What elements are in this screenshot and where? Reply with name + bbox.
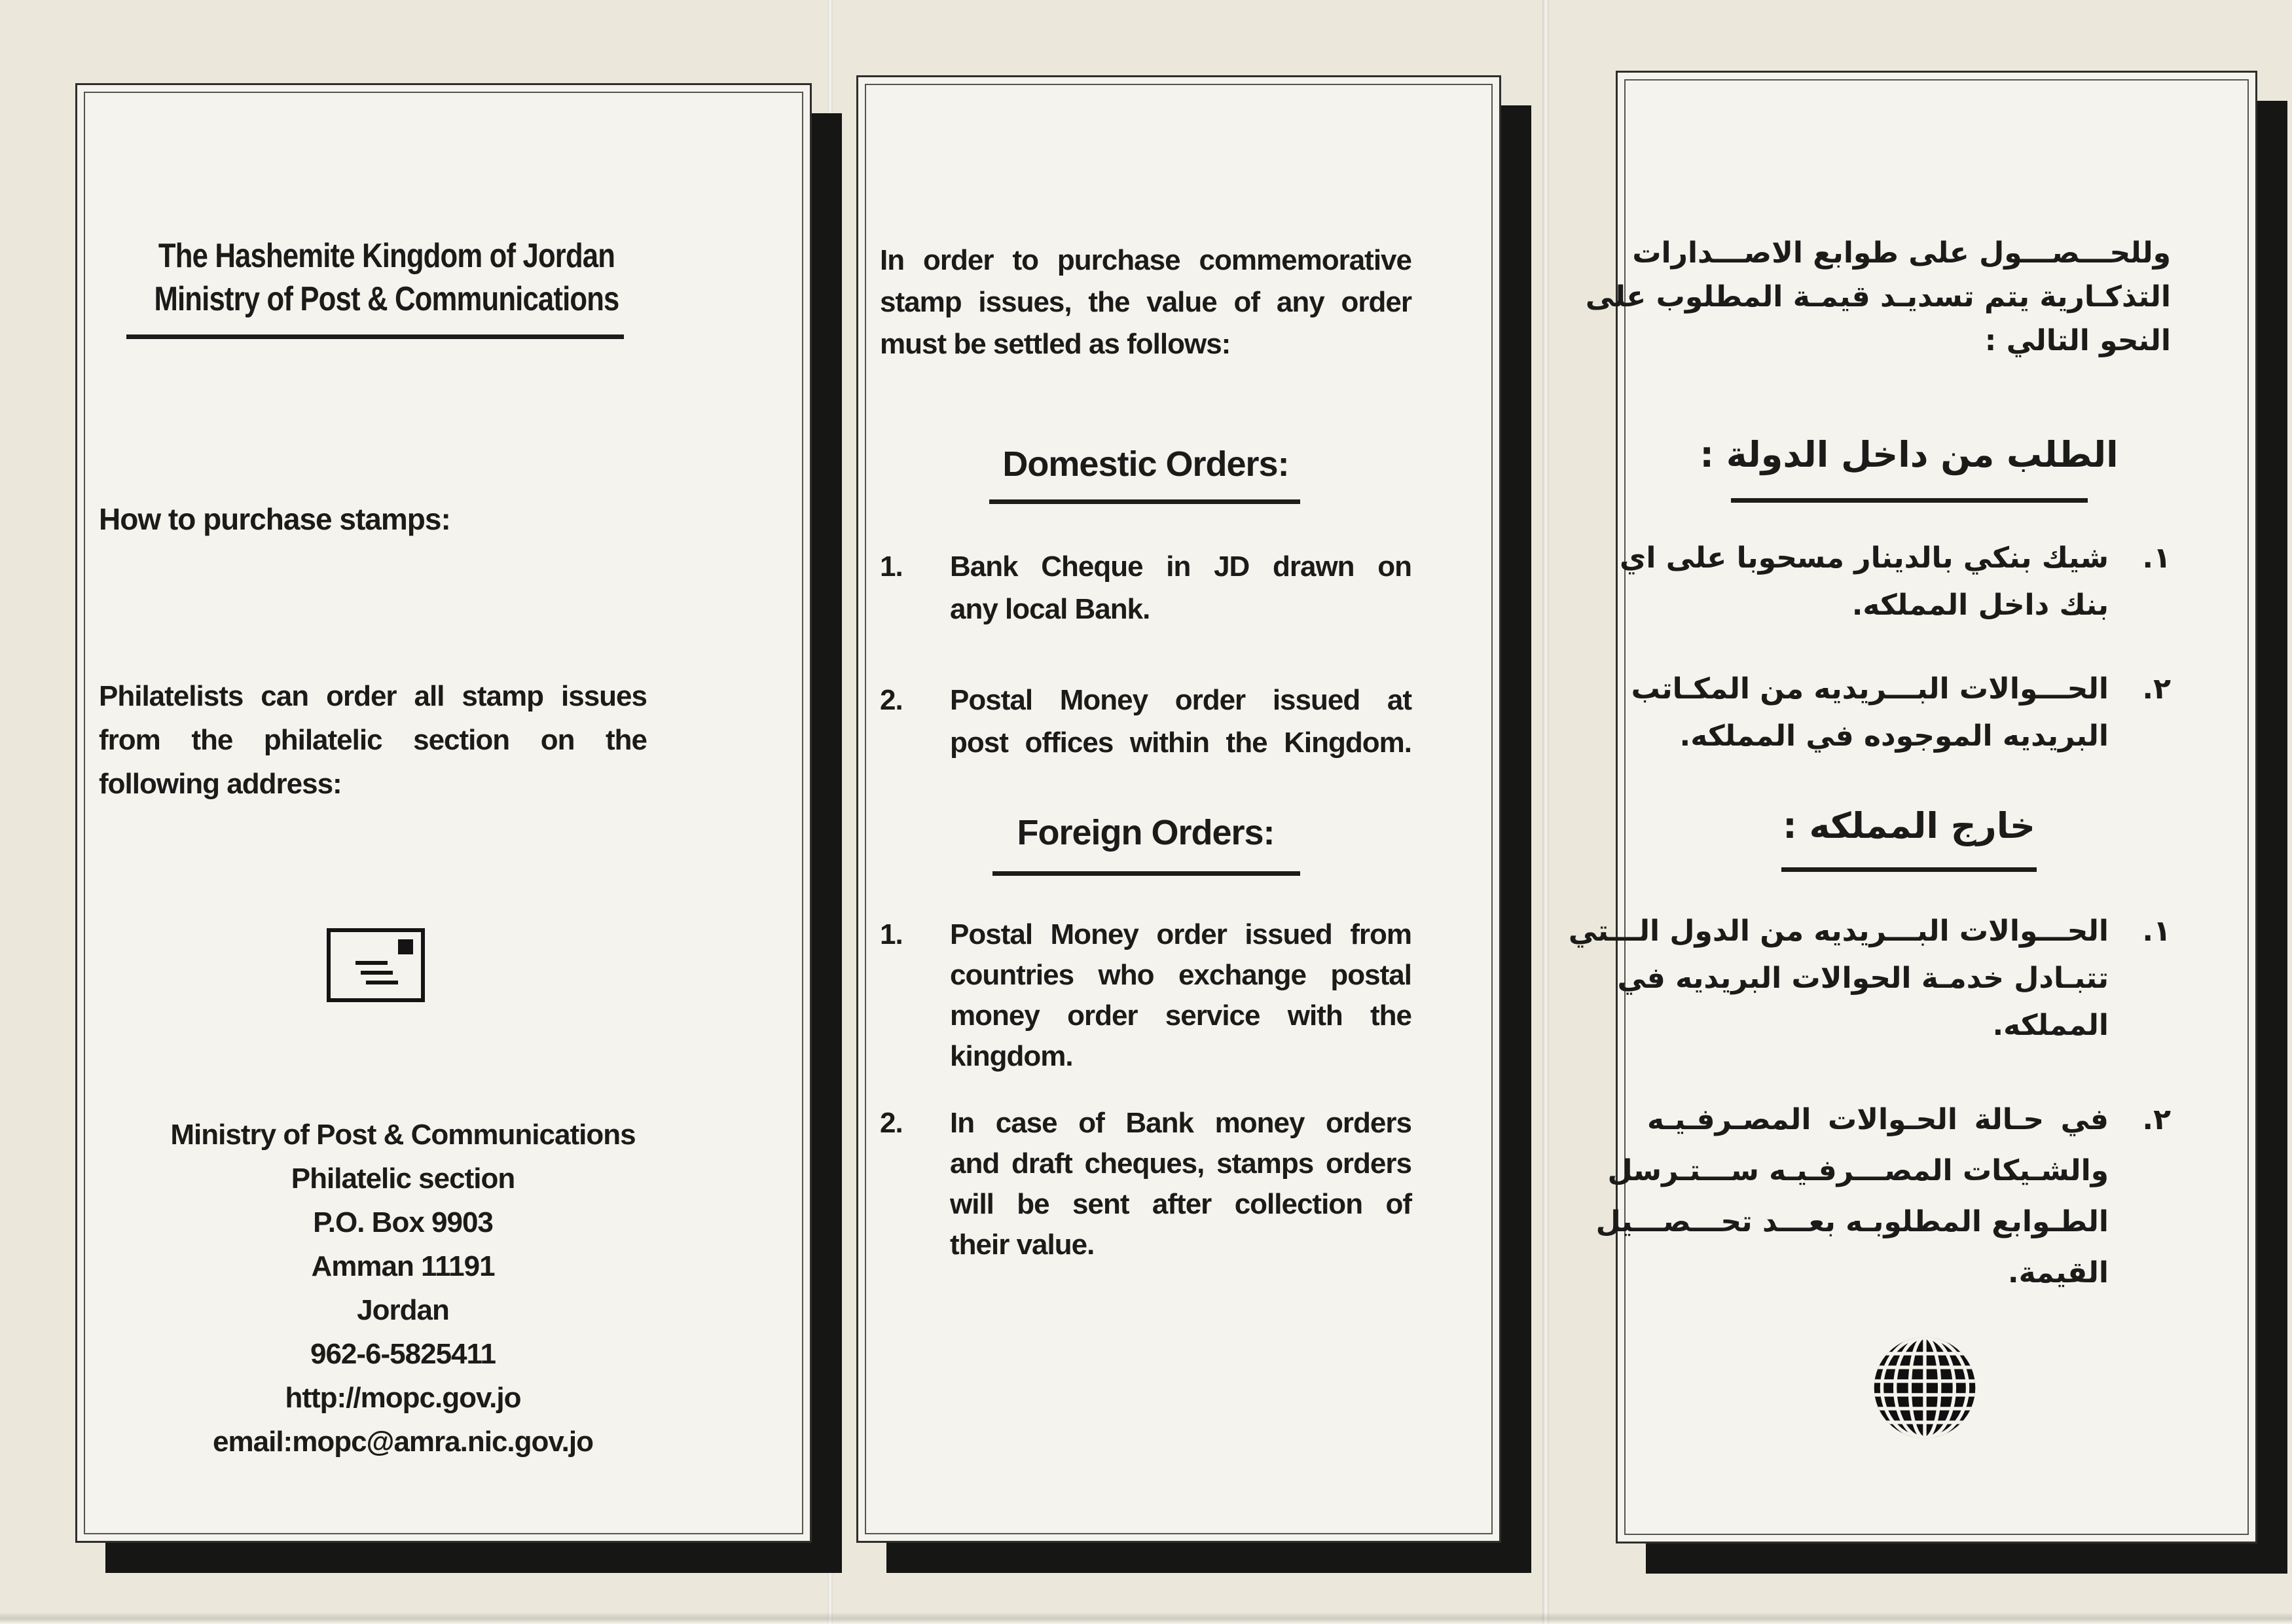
title-line-1: The Hashemite Kingdom of Jordan bbox=[158, 237, 615, 275]
item-number: 1. bbox=[880, 918, 903, 950]
item-line: and draft cheques, stamps orders bbox=[950, 1147, 1411, 1180]
item-line: في حـالة الحـوالات المصـرفـيـه bbox=[1647, 1103, 2109, 1136]
foreign-heading-rule bbox=[992, 871, 1300, 876]
item-text bbox=[950, 1103, 1411, 1265]
arabic-domestic-item-2 bbox=[1631, 666, 2171, 760]
kingdom-title bbox=[103, 234, 670, 321]
item-line: Bank Cheque in JD drawn on bbox=[950, 550, 1411, 583]
item-line: القيمة. bbox=[2007, 1256, 2109, 1290]
panel-orders-english bbox=[856, 75, 1501, 1543]
item-text bbox=[1595, 1094, 2109, 1299]
item-line: Postal Money order issued at bbox=[950, 684, 1411, 716]
item-line: In case of Bank money orders bbox=[950, 1107, 1411, 1139]
item-number: ١. bbox=[2142, 541, 2171, 575]
item-line: الحـــوالات البـــريديه من المكـاتب bbox=[1631, 672, 2109, 706]
address-line-phone: 962-6-5825411 bbox=[310, 1338, 496, 1370]
item-line: will be sent after collection of bbox=[950, 1188, 1411, 1220]
item-number: ٢. bbox=[2142, 672, 2171, 706]
item-text bbox=[950, 679, 1411, 764]
item-line: any local Bank. bbox=[950, 593, 1150, 625]
intro-line: النحو التالي : bbox=[1984, 324, 2171, 357]
item-line: الطـوابع المطلوبـه بعـــد تحـــصـــيل bbox=[1595, 1205, 2109, 1238]
foreign-orders-heading: Foreign Orders: bbox=[1017, 813, 1275, 852]
intro-line: وللحـــصـــول على طوابع الاصـــدارات bbox=[1632, 236, 2171, 270]
address-line: Amman 11191 bbox=[311, 1250, 495, 1282]
foreign-item-2 bbox=[880, 1103, 1411, 1265]
paragraph-line: following address: bbox=[99, 768, 342, 800]
fold-crease-right bbox=[1542, 0, 1549, 1624]
paragraph-line: Philatelists can order all stamp issues bbox=[99, 680, 647, 712]
orders-intro bbox=[880, 240, 1411, 365]
envelope-address-line bbox=[355, 961, 388, 965]
item-number: ٢. bbox=[2142, 1103, 2171, 1136]
envelope-stamp bbox=[398, 939, 413, 954]
item-text bbox=[1620, 535, 2109, 629]
intro-line: stamp issues, the value of any order bbox=[880, 286, 1411, 318]
item-line: their value. bbox=[950, 1229, 1095, 1261]
item-line: تتبـادل خدمـة الحوالات البريديه في bbox=[1617, 962, 2109, 995]
item-line: الحـــوالات البـــريديه من الدول الـــتي bbox=[1568, 914, 2109, 948]
how-to-heading: How to purchase stamps: bbox=[99, 502, 450, 536]
item-line: money order service with the bbox=[950, 1000, 1411, 1032]
address-line: P.O. Box 9903 bbox=[313, 1206, 493, 1238]
item-line: والشـيكات المصـــرفـيـه ســـتـرسل bbox=[1607, 1154, 2109, 1187]
item-line: kingdom. bbox=[950, 1040, 1073, 1072]
envelope-icon bbox=[327, 928, 425, 1002]
arabic-foreign-item-1 bbox=[1568, 908, 2171, 1049]
intro-line: In order to purchase commemorative bbox=[880, 244, 1411, 276]
domestic-item-1 bbox=[880, 545, 1411, 630]
item-line: Postal Money order issued from bbox=[950, 918, 1411, 950]
title-line-2: Ministry of Post & Communications bbox=[154, 280, 619, 318]
arabic-intro bbox=[1585, 231, 2171, 363]
arabic-foreign-heading: خارج المملكه : bbox=[1783, 805, 2035, 846]
intro-line: التذكـارية يتم تسديـد قيمـة المطلوب على bbox=[1585, 280, 2171, 314]
domestic-orders-heading: Domestic Orders: bbox=[1002, 444, 1289, 484]
arabic-foreign-heading-rule bbox=[1781, 867, 2037, 872]
title-rule bbox=[126, 334, 624, 339]
paragraph-line: from the philatelic section on the bbox=[99, 724, 647, 756]
panel-cover-english bbox=[75, 83, 812, 1543]
item-line: المملكه. bbox=[1992, 1009, 2109, 1042]
globe-icon bbox=[1870, 1333, 1980, 1443]
item-line: شيك بنكي بالدينار مسحوبا على اي bbox=[1620, 541, 2109, 575]
item-line: بنك داخل المملكه. bbox=[1851, 588, 2109, 622]
item-line: post offices within the Kingdom. bbox=[950, 727, 1411, 759]
item-text bbox=[1568, 908, 2109, 1049]
address-line: Ministry of Post & Communications bbox=[170, 1119, 636, 1151]
scan-edge bbox=[0, 1614, 2292, 1624]
arabic-domestic-heading-rule bbox=[1731, 498, 2088, 503]
item-line: countries who exchange postal bbox=[950, 959, 1411, 991]
item-text bbox=[950, 545, 1411, 630]
arabic-domestic-heading: الطلب من داخل الدولة : bbox=[1700, 434, 2119, 475]
fold-crease-left bbox=[828, 0, 833, 1624]
intro-line: must be settled as follows: bbox=[880, 328, 1231, 360]
item-line: البريديه الموجوده في المملكه. bbox=[1679, 719, 2109, 753]
item-number: 1. bbox=[880, 550, 903, 583]
arabic-foreign-item-2 bbox=[1595, 1094, 2171, 1299]
arabic-domestic-item-1 bbox=[1620, 535, 2171, 629]
philatelists-paragraph bbox=[99, 674, 647, 806]
address-line: Jordan bbox=[357, 1294, 449, 1326]
item-number: 2. bbox=[880, 684, 903, 716]
envelope-address-line bbox=[366, 981, 398, 984]
item-number: ١. bbox=[2142, 914, 2171, 948]
panel-orders-arabic bbox=[1568, 71, 2257, 1543]
envelope-address-line bbox=[361, 971, 393, 975]
domestic-item-2 bbox=[880, 679, 1411, 764]
item-text bbox=[950, 914, 1411, 1077]
item-number: 2. bbox=[880, 1107, 903, 1139]
address-line-url: http://mopc.gov.jo bbox=[285, 1382, 521, 1414]
item-text bbox=[1631, 666, 2109, 760]
address-line: Philatelic section bbox=[291, 1163, 515, 1195]
address-line-email: email:mopc@amra.nic.gov.jo bbox=[213, 1426, 593, 1458]
domestic-heading-rule bbox=[989, 499, 1300, 504]
foreign-item-1 bbox=[880, 914, 1411, 1077]
philatelic-address-block bbox=[107, 1113, 699, 1464]
